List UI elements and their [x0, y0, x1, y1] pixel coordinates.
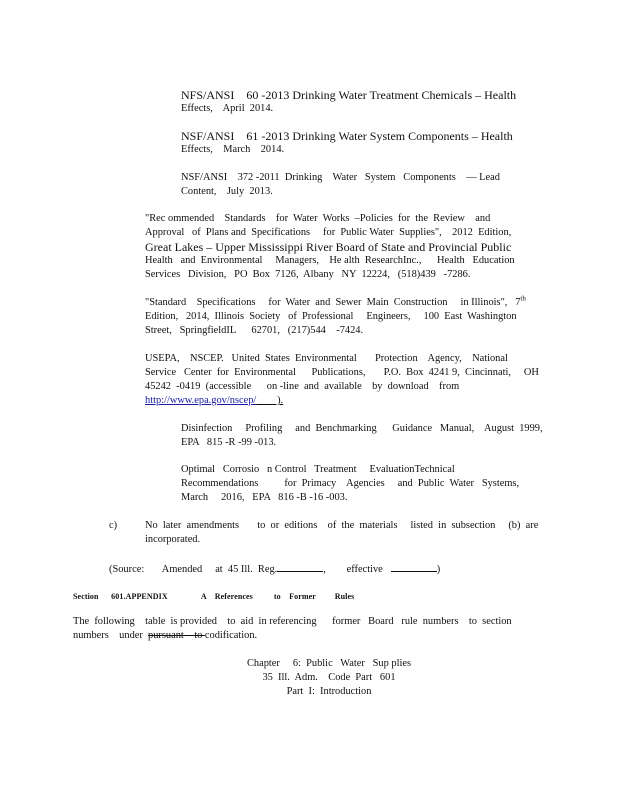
reference-line: Health and Environmental Managers, He alth ResearchInc., Health Education — [145, 255, 515, 266]
source-prefix: (Source: Amended at 45 Ill. Reg. — [109, 564, 278, 575]
reference-line: USEPA, NSCEP. United States Environmental Protection Agency, National — [145, 353, 508, 364]
reference-nsf-61 — [181, 129, 511, 157]
reference-nsf-372 — [181, 171, 511, 199]
subsection-line: incorporated. — [145, 534, 201, 545]
struck-text: pursuant to — [148, 630, 205, 641]
reference-line: Great Lakes – Upper Mississippi River Board of State and Provincial Public — [145, 240, 512, 254]
intro-text: codification. — [204, 630, 258, 641]
reference-line: Recommendations for Primacy Agencies and Public Water Systems, — [181, 478, 520, 489]
source-middle: , effective — [323, 564, 383, 575]
reference-line: March 2016, EPA 816 -B -16 -003. — [181, 492, 348, 503]
reference-corrosion — [181, 463, 521, 505]
intro-text: numbers under — [73, 630, 149, 641]
reference-line: "Rec ommended Standards for Water Works –Policies for the Review and — [145, 213, 491, 224]
superscript: th — [520, 294, 526, 303]
reference-line: Optimal Corrosio n Control Treatment EvaluationTechnical — [181, 464, 455, 475]
reference-line — [145, 394, 525, 408]
register-blank — [277, 560, 323, 572]
chapter-code: 35 Ill. Adm. Code Part 601 — [262, 672, 396, 683]
reference-line: Approval of Plans and Specifications for Public Water Supplies", 2012 Edition, — [145, 227, 512, 238]
chapter-part: Part I: Introduction — [286, 686, 372, 697]
reference-line: Services Division, PO Box 7126, Albany NY 12224, (518)439 -7286. — [145, 269, 471, 280]
reference-line: NFS/ANSI 60 -2013 Drinking Water Treatment Chemicals – Health — [181, 88, 517, 102]
intro-line: The following table is provided to aid in referencing former Board rule numbers to section — [73, 616, 512, 627]
reference-line: Disinfection Profiling and Benchmarking Guidance Manual, August 1999, — [181, 423, 543, 434]
reference-line: NSF/ANSI 372 -2011 Drinking Water System Components — Lead — [181, 172, 500, 183]
reference-line: Street, SpringfieldIL 62701, (217)544 -7424. — [145, 325, 364, 336]
reference-line: Service Center for Environmental Publications, P.O. Box 4241 9, Cincinnati, OH — [145, 367, 539, 378]
reference-line: EPA 815 -R -99 -013. — [181, 437, 277, 448]
reference-line: Effects, April 2014. — [181, 103, 274, 114]
reference-line: NSF/ANSI 61 -2013 Drinking Water System Components – Health — [181, 129, 513, 143]
link-suffix: ). — [256, 395, 284, 406]
chapter-heading — [0, 657, 618, 699]
reference-usepa — [145, 352, 539, 408]
intro-line — [73, 629, 523, 643]
reference-line — [145, 296, 525, 310]
section-heading: Section 601.APPENDIX A References to Former Rules — [73, 592, 355, 601]
source-line — [109, 560, 449, 577]
source-suffix: ) — [436, 564, 441, 575]
reference-nsf-60 — [181, 88, 517, 116]
subsection-line: No later amendments to or editions of the materials listed in subsection (b) are — [145, 520, 539, 531]
reference-standard-specifications — [145, 296, 525, 338]
source-note — [109, 560, 449, 577]
reference-line: Edition, 2014, Illinois Society of Professional Engineers, 100 East Washington — [145, 311, 517, 322]
reference-text: "Standard Specifications for Water and Sewer Main Construction in Illinois", 7 — [145, 297, 521, 308]
effective-date-blank — [391, 560, 437, 572]
nscep-link[interactable]: http://www.epa.gov/nscep/ — [145, 395, 257, 406]
reference-disinfection — [181, 422, 541, 450]
reference-line: 45242 -0419 (accessible on -line and available by download from — [145, 381, 460, 392]
reference-line: Effects, March 2014. — [181, 144, 285, 155]
intro-paragraph — [73, 615, 523, 643]
subsection-marker: c) — [109, 520, 118, 531]
reference-line: Content, July 2013. — [181, 186, 273, 197]
reference-recommended-standards — [145, 212, 525, 282]
chapter-title: Chapter 6: Public Water Sup plies — [246, 658, 412, 669]
subsection-text — [145, 519, 538, 547]
